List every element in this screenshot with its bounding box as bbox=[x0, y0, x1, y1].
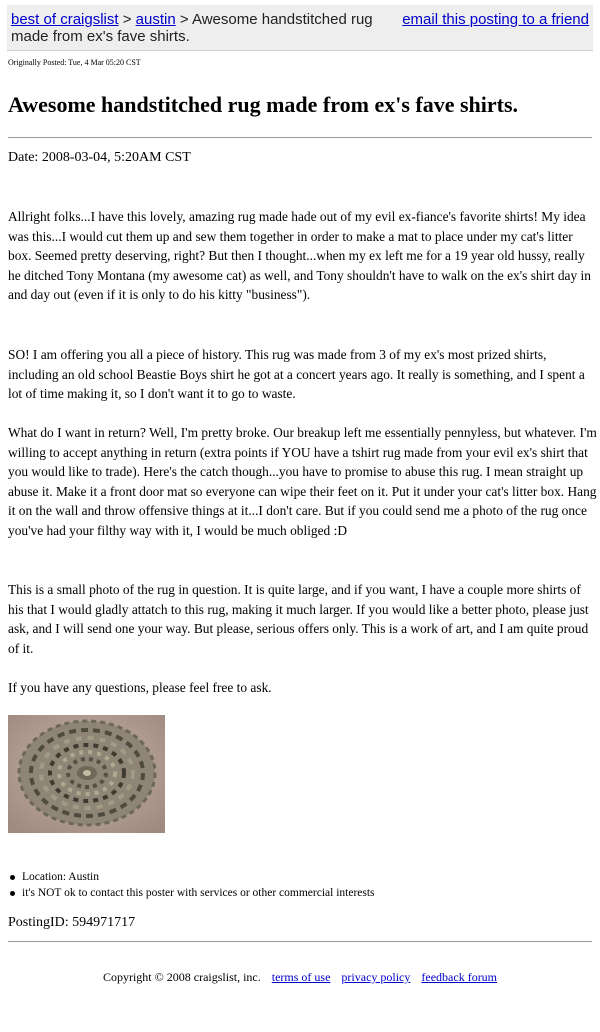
header-bar bbox=[7, 5, 593, 51]
breadcrumb-current: Awesome handstitched rug made from ex's fave shirts. bbox=[11, 11, 373, 45]
privacy-policy-link[interactable]: privacy policy bbox=[341, 970, 411, 984]
contact-notice-item: it's NOT ok to contact this poster with services or other commercial interests bbox=[8, 885, 375, 901]
rug-photo[interactable] bbox=[8, 715, 165, 833]
location-item: Location: Austin bbox=[8, 869, 375, 885]
email-posting-link[interactable]: email this posting to a friend bbox=[402, 11, 589, 28]
footer bbox=[0, 969, 600, 985]
posting-title: Awesome handstitched rug made from ex's fave shirts. bbox=[8, 92, 519, 117]
divider bbox=[8, 941, 592, 942]
breadcrumb bbox=[11, 11, 396, 45]
feedback-forum-link[interactable]: feedback forum bbox=[421, 970, 498, 984]
breadcrumb-best-of-craigslist-link[interactable]: best of craigslist bbox=[11, 11, 119, 28]
posting-facts-list bbox=[8, 869, 375, 901]
posting-date: Date: 2008-03-04, 5:20AM CST bbox=[8, 150, 191, 165]
body-paragraph-3: What do I want in return? Well, I'm pretty broke. Our breakup left me essentially pennyless, but whatever. I'm willing to accept anything in return (extra points if YOU have a tshirt rug made from your evil ex's shirt that you would like to trade). Here's the catch though...you have to promise to abuse this rug. I mean straight up abuse it. Make it a front door mat so everyone can wipe their feet on it. Put it under your cat's litter box. Hang it on the wall and throw offensive things at it...I don't care. But if you could send me a photo of the rug once you've had your filthy way with it, I would be much obliged :D bbox=[8, 425, 597, 538]
body-paragraph-4: This is a small photo of the rug in question. It is quite large, and if you want, I have a couple more shirts of his that I would gladly attatch to this rug, making it much larger. If you would like a better photo, please just ask, and I will send one your way. But please, serious offers only. This is a work of art, and I am quite proud of it. bbox=[8, 582, 589, 656]
copyright-text: Copyright © 2008 craigslist, inc. bbox=[102, 970, 261, 984]
breadcrumb-austin-link[interactable]: austin bbox=[135, 11, 176, 28]
terms-of-use-link[interactable]: terms of use bbox=[271, 970, 331, 984]
body-paragraph-1: Allright folks...I have this lovely, amazing rug made hade out of my evil ex-fiance's favorite shirts! My idea was this...I would cut them up and sew them together in order to make a mat to place under my cat's litter box. Seemed pretty deserving, right? But then I thought...when my ex left me for a 19 year old hussy, really he ditched Tony Montana (my awesome cat) as well, and Tony shouldn't have to walk on the ex's shirt day in and day out (even if it is only to do his kitty "business"). bbox=[8, 209, 591, 303]
posting-id: PostingID: 594971717 bbox=[8, 915, 136, 930]
body-paragraph-5: If you have any questions, please feel free to ask. bbox=[8, 680, 272, 695]
divider bbox=[8, 137, 592, 138]
body-paragraph-2: SO! I am offering you all a piece of history. This rug was made from 3 of my ex's most prized shirts, including an old school Beastie Boys shirt he got at a concert years ago. It really is something, and I spent a lot of time making it, so I don't want it to go to waste. bbox=[8, 347, 585, 402]
breadcrumb-separator: > bbox=[118, 11, 136, 28]
breadcrumb-separator: > bbox=[175, 11, 192, 28]
originally-posted: Originally Posted: Tue, 4 Mar 05:20 CST bbox=[8, 58, 141, 67]
rug-image bbox=[8, 715, 165, 833]
